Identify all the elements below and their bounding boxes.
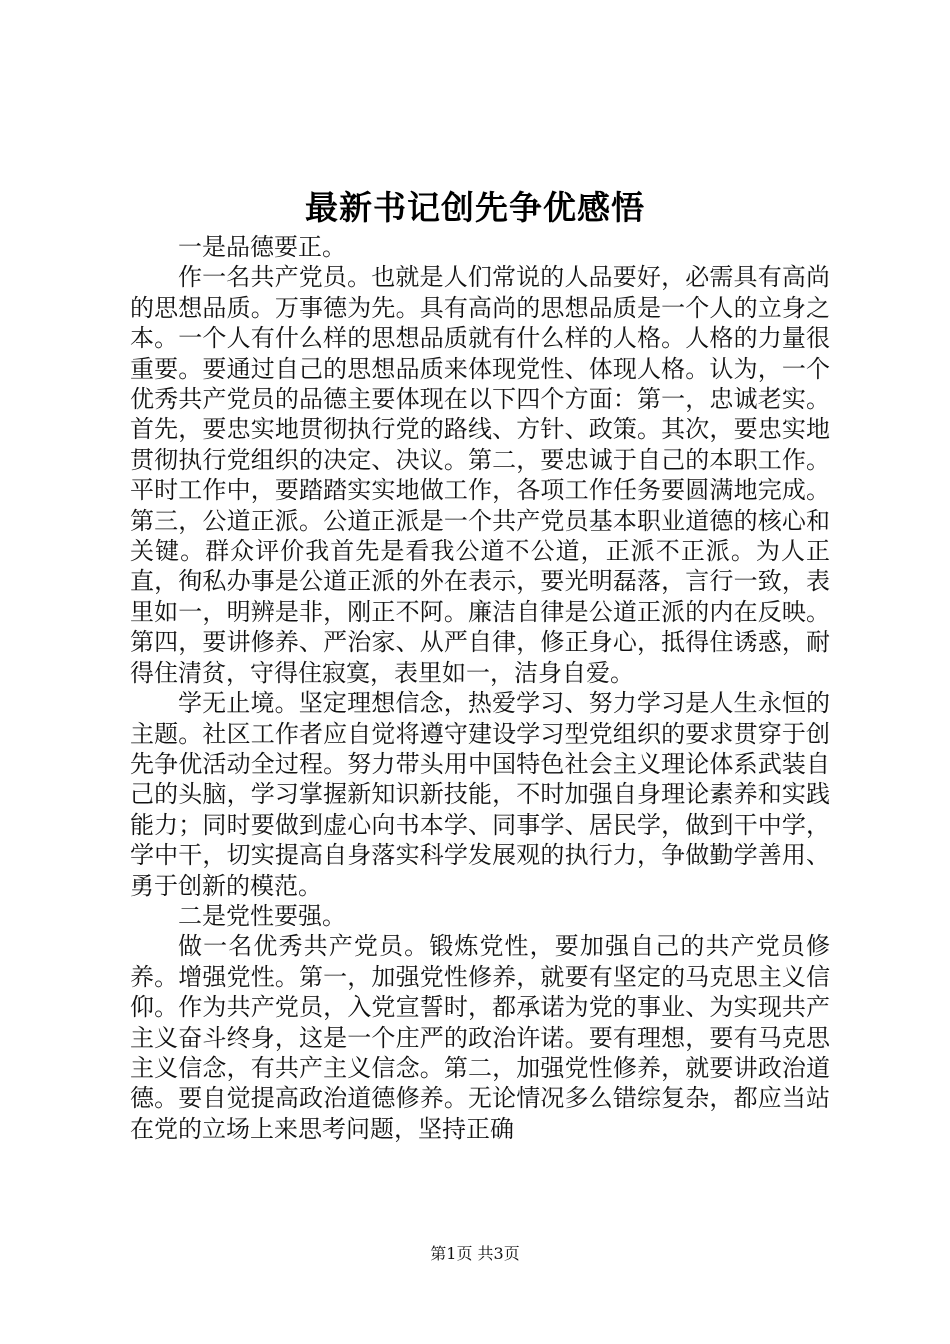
paragraph: 一是品德要正。: [178, 233, 346, 261]
paragraph: 二是党性要强。: [178, 901, 346, 930]
document-body: [130, 232, 830, 1144]
paragraph: 学无止境。坚定理想信念，热爱学习、努力学习是人生永恒的主题。社区工作者应自觉将遵守建设学习型党组织的要求贯穿于创先争优活动全过程。努力带头用中国特色社会主义理论体系武装自己的头脑，学习掌握新知识新技能，不时加强自身理论素养和实践能力；同时要做到虚心向书本学、同事学、居民学，做到干中学，学中干，切实提高自身落实科学发展观的执行力，争做勤学善用、勇于创新的模范。: [130, 689, 830, 900]
paragraph: 作一名共产党员。也就是人们常说的人品要好，必需具有高尚的思想品质。万事德为先。具有高尚的思想品质是一个人的立身之本。一个人有什么样的思想品质就有什么样的人格。人格的力量很重要。要通过自己的思想品质来体现党性、体现人格。认为，一个优秀共产党员的品德主要体现在以下四个方面：第一，忠诚老实。首先，要忠实地贯彻执行党的路线、方针、政策。其次，要忠实地贯彻执行党组织的决定、决议。第二，要忠诚于自己的本职工作。平时工作中，要踏踏实实地做工作，各项工作任务要圆满地完成。第三，公道正派。公道正派是一个共产党员基本职业道德的核心和关键。群众评价我首先是看我公道不公道，正派不正派。为人正直，徇私办事是公道正派的外在表示，要光明磊落，言行一致，表里如一，明辨是非，刚正不阿。廉洁自律是公道正派的内在反映。第四，要讲修养、严治家、从严自律，修正身心，抵得住诱惑，耐得住清贫，守得住寂寞，表里如一，洁身自爱。: [130, 263, 830, 687]
document-title: 最新书记创先争优感悟: [305, 188, 645, 227]
page-footer: 第1页 共3页: [430, 1244, 520, 1263]
paragraph: 做一名优秀共产党员。锻炼党性，要加强自己的共产党员修养。增强党性。第一，加强党性修养，就要有坚定的马克思主义信仰。作为共产党员，入党宣誓时，都承诺为党的事业、为实现共产主义奋斗终身，这是一个庄严的政治许诺。要有理想，要有马克思主义信念，有共产主义信念。第二，加强党性修养，就要讲政治道德。要自觉提高政治道德修养。无论情况多么错综复杂，都应当站在党的立场上来思考问题，坚持正确: [130, 932, 830, 1143]
